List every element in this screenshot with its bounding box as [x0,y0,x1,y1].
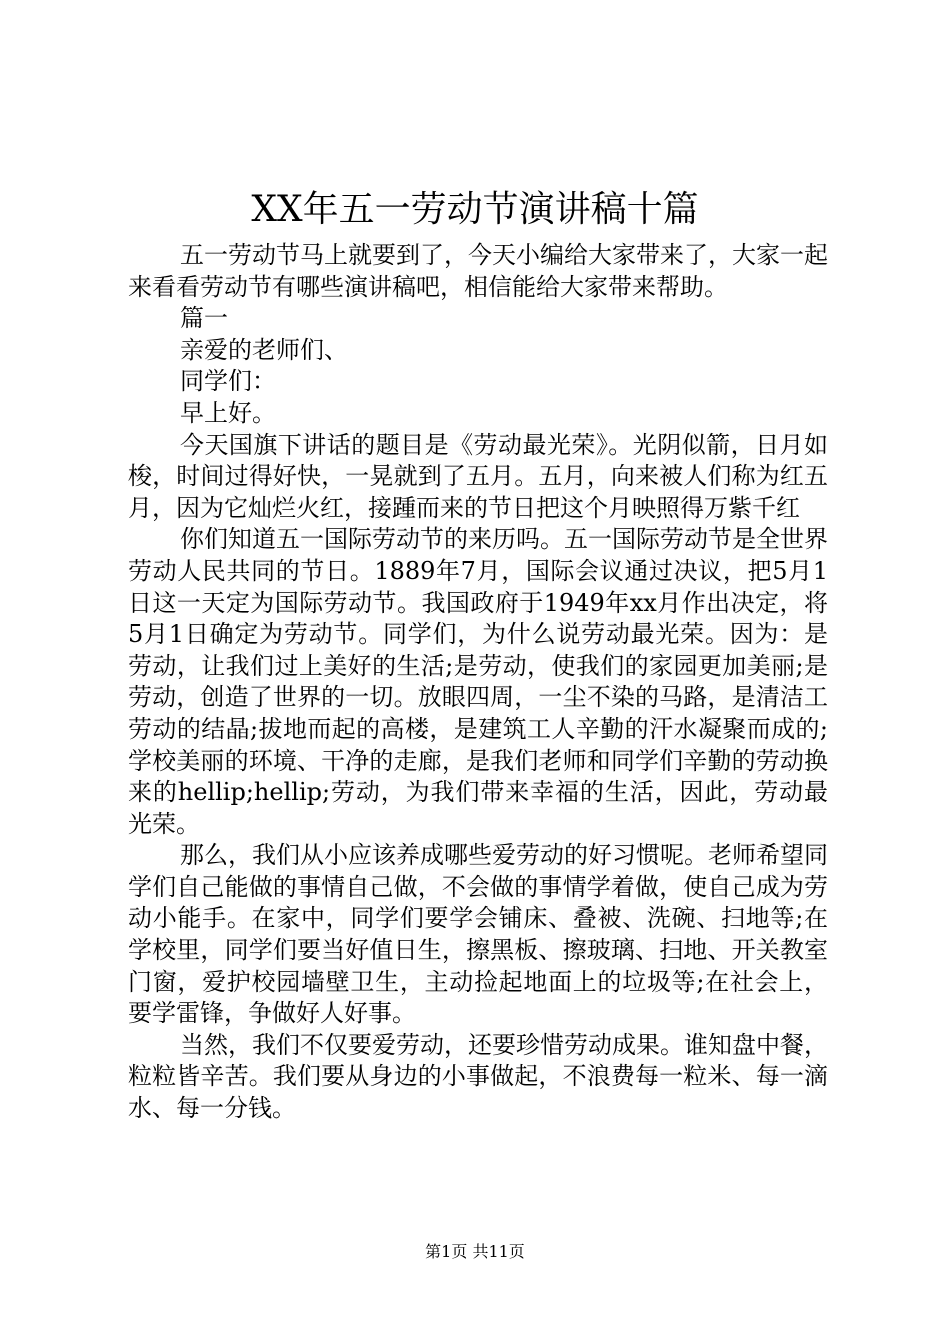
document-title: XX年五一劳动节演讲稿十篇 [251,189,699,230]
document-body [128,240,828,1125]
section-heading: 篇一 [180,304,228,333]
paragraph-cherish: 当然，我们不仅要爱劳动，还要珍惜劳动成果。谁知盘中餐，粒粒皆辛苦。我们要从身边的小事做起，不浪费每一粒米、每一滴水、每一分钱。 [128,1030,828,1123]
greeting: 早上好。 [180,398,276,427]
paragraph-history: 你们知道五一国际劳动节的来历吗。五一国际劳动节是全世界劳动人民共同的节日。1889年7月，国际会议通过决议，把5月1日这一天定为国际劳动节。我国政府于1949年xx月作出决定，将5月1日确定为劳动节。同学们，为什么说劳动最光荣。因为：是劳动，让我们过上美好的生活;是劳动，使我们的家园更加美丽;是劳动，创造了世界的一切。放眼四周，一尘不染的马路，是清洁工劳动的结晶;拔地而起的高楼，是建筑工人辛勤的汗水凝聚而成的;学校美丽的环境、干净的走廊，是我们老师和同学们辛勤的劳动换来的hellip;hellip;劳动，为我们带来幸福的生活，因此，劳动最光荣。 [128,525,828,838]
paragraph-topic: 今天国旗下讲话的题目是《劳动最光荣》。光阴似箭，日月如梭，时间过得好快，一晃就到了五月。五月，向来被人们称为红五月，因为它灿烂火红，接踵而来的节日把这个月映照得万紫千红 [128,430,828,522]
paragraph-intro: 五一劳动节马上就要到了，今天小编给大家带来了，大家一起来看看劳动节有哪些演讲稿吧，相信能给大家带来帮助。 [128,241,828,301]
paragraph-habits: 那么，我们从小应该养成哪些爱劳动的好习惯呢。老师希望同学们自己能做的事情自己做，不会做的事情学着做，使自己成为劳动小能手。在家中，同学们要学会铺床、叠被、洗碗、扫地等;在学校里，同学们要当好值日生，擦黑板、擦玻璃、扫地、开关教室门窗，爱护校园墙壁卫生，主动捡起地面上的垃圾等;在社会上，要学雷锋，争做好人好事。 [128,841,828,1028]
salutation-students: 同学们： [180,367,276,396]
salutation-teachers: 亲爱的老师们、 [180,335,348,364]
page-number-footer: 第1页 共11页 [425,1242,525,1261]
